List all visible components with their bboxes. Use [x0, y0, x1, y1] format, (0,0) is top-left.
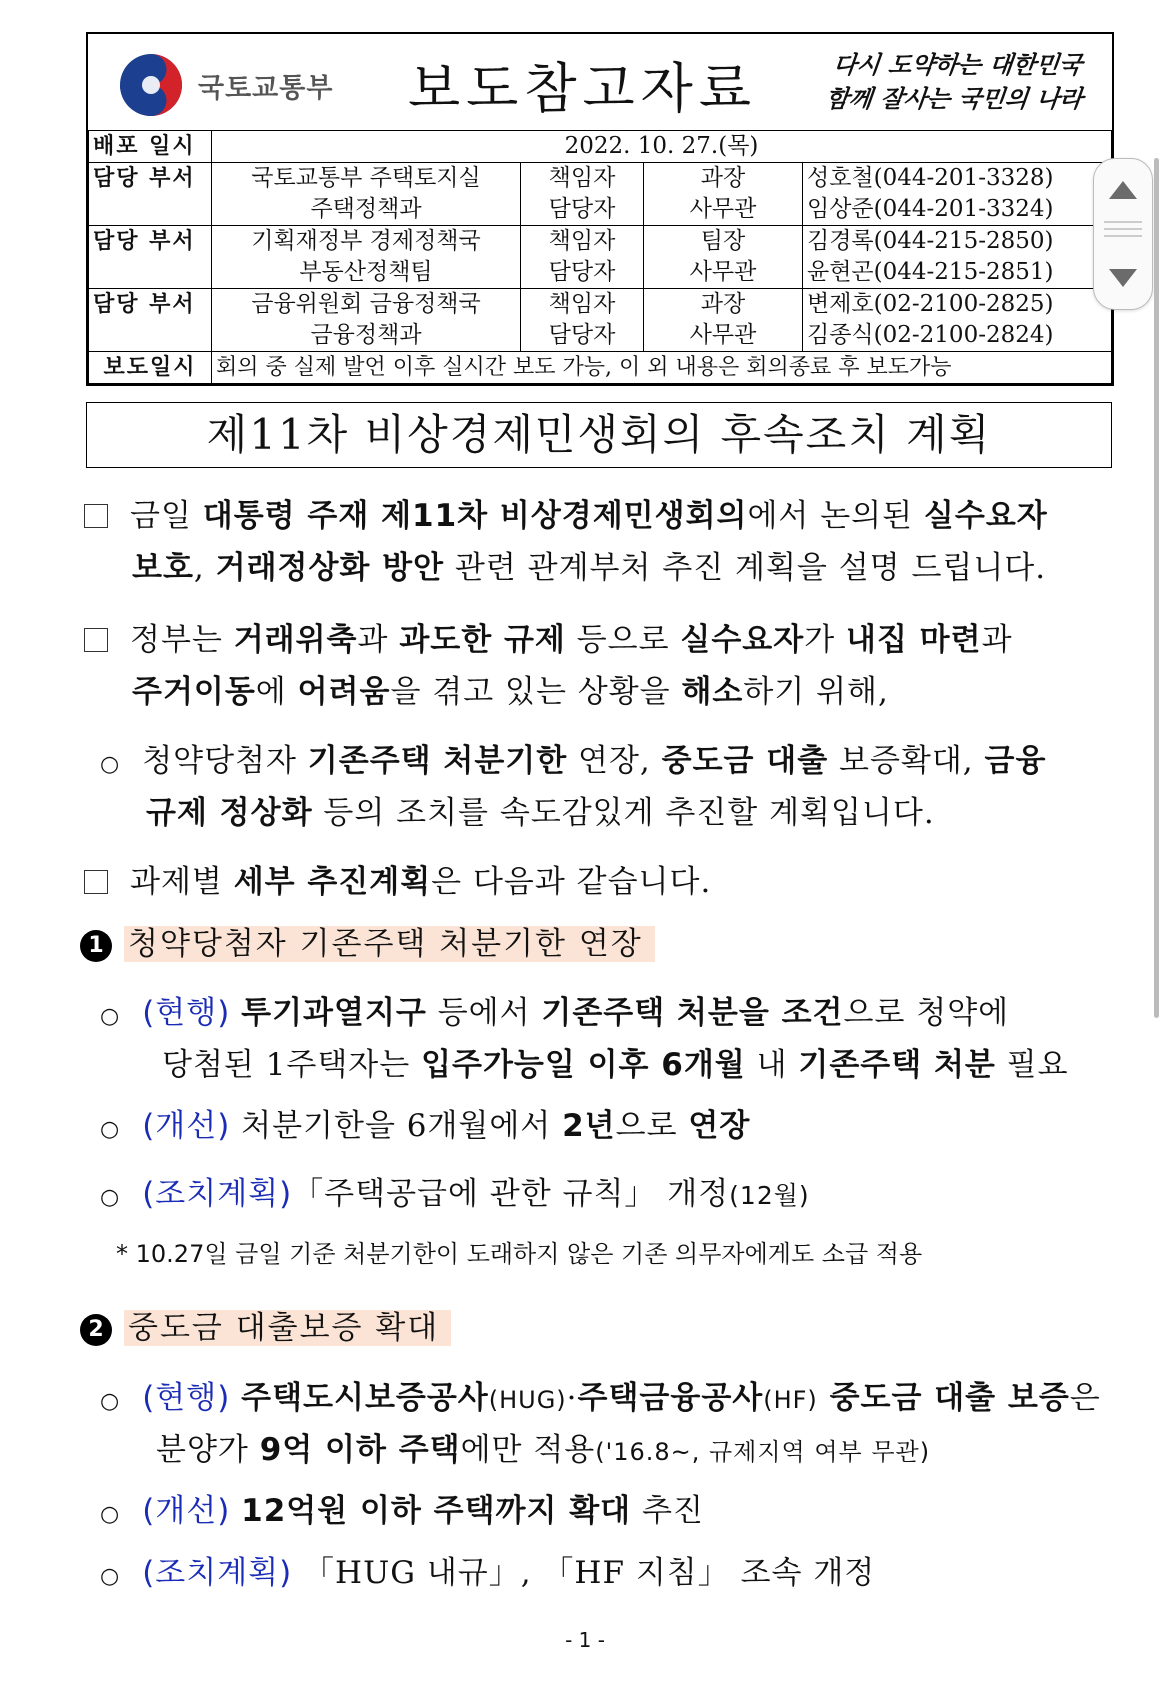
taegeuk-logo-icon	[118, 52, 184, 118]
dept-label: 담당 부서	[89, 163, 212, 226]
sec2-current: ○ (현행) 주택도시보증공사(HUG)·주택금융공사(HF) 중도금 대출 보증은	[100, 1380, 1101, 1416]
dept-name: 금융위원회 금융정책국 금융정책과	[212, 289, 521, 352]
government-slogan	[802, 48, 1109, 116]
sec1-current: ○ (현행) 투기과열지구 등에서 기존주택 처분을 조건으로 청약에	[100, 995, 1010, 1031]
circle-bullet-icon: ○	[100, 1004, 121, 1029]
plan-intro-paragraph: 과제별 세부 추진계획은 다음과 같습니다.	[84, 856, 711, 908]
checkbox-bullet-icon	[84, 870, 108, 894]
circle-bullet-icon: ○	[100, 1117, 121, 1142]
page-number: - 1 -	[565, 1628, 605, 1652]
slogan-line-1: 다시 도약하는 대한민국	[832, 51, 1084, 79]
dept-label: 담당 부서	[89, 289, 212, 352]
dept-contacts: 변제호(02-2100-2825) 김종식(02-2100-2824)	[803, 289, 1112, 352]
dept-positions: 팀장 사무관	[644, 226, 803, 289]
dept-roles: 책임자 담당자	[521, 226, 644, 289]
intro-paragraph: 금일 대통령 주재 제11차 비상경제민생회의에서 논의된 실수요자	[84, 490, 1048, 542]
circle-bullet-icon: ○	[100, 752, 121, 777]
intro-paragraph-cont: 보호, 거래정상화 방안 관련 관계부처 추진 계획을 설명 드립니다.	[132, 550, 1047, 586]
dept-name: 국토교통부 주택토지실 주택정책과	[212, 163, 521, 226]
document-type: 보도참고자료	[408, 57, 757, 120]
distribution-date: 2022. 10. 27.(목)	[212, 131, 1112, 163]
embargo-label: 보도일시	[89, 352, 212, 384]
government-paragraph: 정부는 거래위축과 과도한 규제 등으로 실수요자가 내집 마련과	[84, 614, 1013, 666]
dept-positions: 과장 사무관	[644, 163, 803, 226]
sec1-improvement: ○ (개선) 처분기한을 6개월에서 2년으로 연장	[100, 1108, 751, 1144]
page-scroll-widget[interactable]	[1093, 158, 1153, 310]
government-paragraph-cont: 주거이동에 어려움을 겪고 있는 상황을 해소하기 위해,	[132, 674, 889, 710]
checkbox-bullet-icon	[84, 628, 108, 652]
scroll-down-arrow-icon[interactable]	[1109, 269, 1137, 287]
press-header	[86, 32, 1114, 386]
sec1-footnote: * 10.27일 금일 기준 처분기한이 도래하지 않은 기존 의무자에게도 소급 적용	[116, 1240, 923, 1268]
sec1-current-cont: 당첨된 1주택자는 입주가능일 이후 6개월 내 기존주택 처분 필요	[162, 1047, 1069, 1083]
dept-contacts: 성호철(044-201-3328) 임상준(044-201-3324)	[803, 163, 1112, 226]
vertical-scrollbar[interactable]	[1154, 158, 1159, 1018]
measures-paragraph-cont: 규제 정상화 등의 조치를 속도감있게 추진할 계획입니다.	[146, 795, 935, 831]
checkbox-bullet-icon	[84, 504, 108, 528]
dept-row	[89, 226, 1112, 289]
sec2-improvement: ○ (개선) 12억원 이하 주택까지 확대 추진	[100, 1493, 704, 1529]
dept-row	[89, 289, 1112, 352]
sec2-action-plan: ○ (조치계획) 「HUG 내규」, 「HF 지침」 조속 개정	[100, 1555, 876, 1591]
contact-table	[88, 130, 1112, 384]
section-number-2: 2	[80, 1314, 112, 1346]
dept-label: 담당 부서	[89, 226, 212, 289]
section-1-title: 청약당첨자 기존주택 처분기한 연장	[124, 926, 655, 962]
dept-positions: 과장 사무관	[644, 289, 803, 352]
dept-roles: 책임자 담당자	[521, 289, 644, 352]
section-2-heading	[80, 1305, 451, 1351]
sec1-action-plan: ○ (조치계획)「주택공급에 관한 규칙」 개정(12월)	[100, 1176, 810, 1212]
sec2-current-cont: 분양가 9억 이하 주택에만 적용('16.8~, 규제지역 여부 무관)	[156, 1432, 931, 1468]
circle-bullet-icon: ○	[100, 1389, 121, 1414]
scroll-up-arrow-icon[interactable]	[1109, 181, 1137, 199]
document-title: 제11차 비상경제민생회의 후속조치 계획	[86, 402, 1112, 468]
distribution-label: 배포 일시	[89, 131, 212, 163]
drag-grip-icon[interactable]	[1104, 221, 1142, 241]
section-1-heading	[80, 921, 655, 967]
circle-bullet-icon: ○	[100, 1185, 121, 1210]
circle-bullet-icon: ○	[100, 1564, 121, 1589]
section-number-1: 1	[80, 930, 112, 962]
slogan-line-2: 함께 잘사는 국민의 나라	[824, 85, 1085, 113]
header-banner	[88, 34, 1112, 131]
dept-contacts: 김경록(044-215-2850) 윤현곤(044-215-2851)	[803, 226, 1112, 289]
dept-row	[89, 163, 1112, 226]
section-2-title: 중도금 대출보증 확대	[124, 1310, 451, 1346]
distribution-row	[89, 131, 1112, 163]
embargo-row	[89, 352, 1112, 384]
circle-bullet-icon: ○	[100, 1502, 121, 1527]
embargo-text: 회의 중 실제 발언 이후 실시간 보도 가능, 이 외 내용은 회의종료 후 보도가능	[212, 352, 1112, 384]
ministry-name: 국토교통부	[198, 73, 334, 104]
dept-roles: 책임자 담당자	[521, 163, 644, 226]
dept-name: 기획재정부 경제정책국 부동산정책팀	[212, 226, 521, 289]
measures-paragraph: ○ 청약당첨자 기존주택 처분기한 연장, 중도금 대출 보증확대, 금융	[100, 743, 1047, 779]
